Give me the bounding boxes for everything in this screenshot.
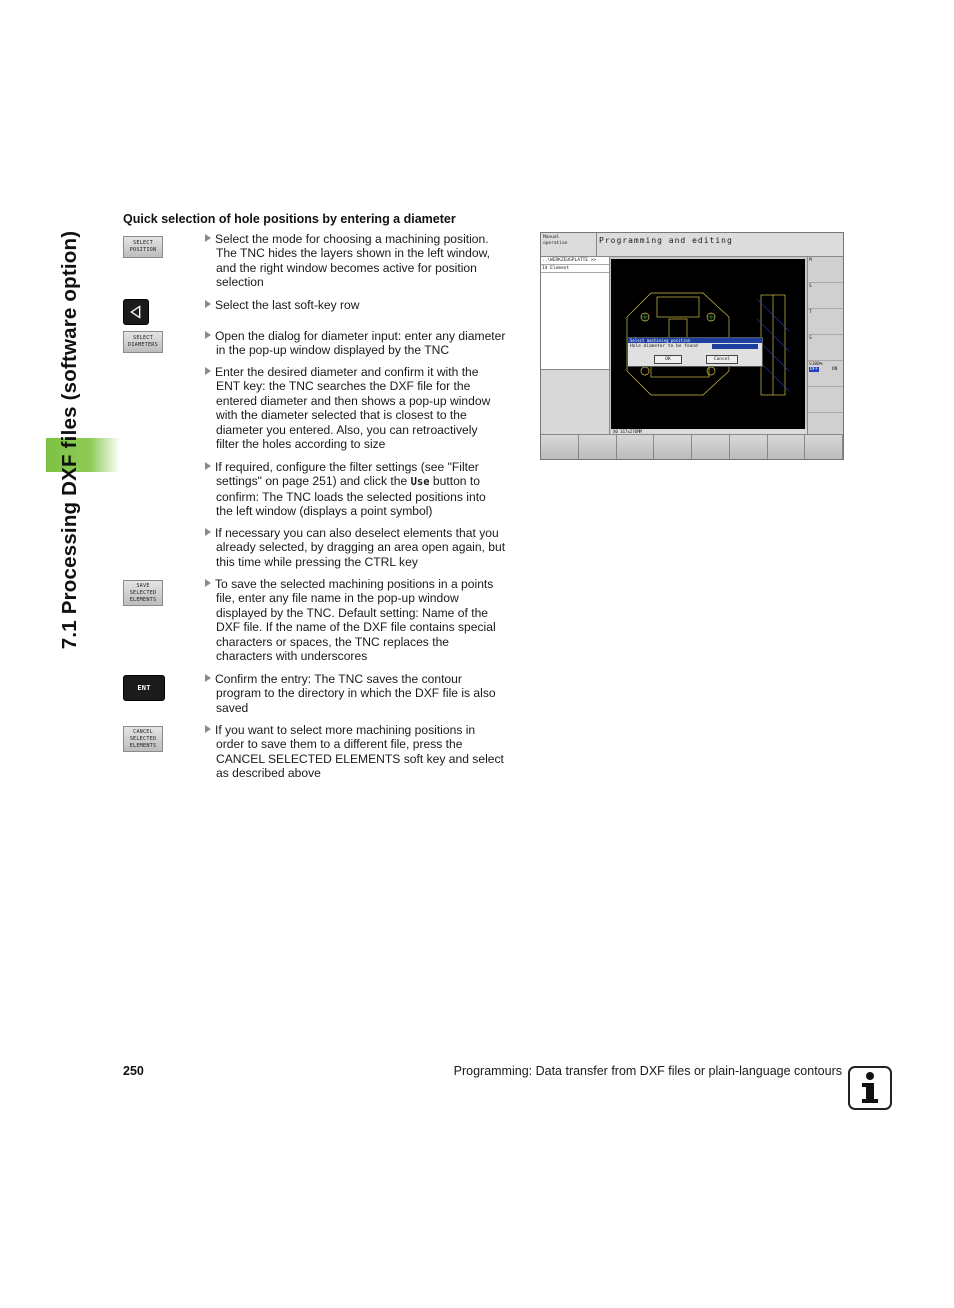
machine-function-panel [807, 257, 843, 435]
tnc-screenshot [540, 232, 844, 460]
panel-key-m[interactable]: M [808, 257, 843, 283]
screen-status-bar: X0 317x270MM [611, 429, 807, 435]
step-text: If required, configure the filter settings (see "Filter settings" on page 251) and click the Use button to confirm: The TNC loads the selected positions into the left window (displays a point symbol) [205, 460, 523, 519]
ent-key[interactable]: ENT [123, 675, 165, 701]
step-text: Open the dialog for diameter input: enter any diameter in the pop-up window displayed by the TNC [205, 329, 523, 358]
cancel-selected-elements-softkey[interactable]: CANCEL SELECTED ELEMENTS [123, 726, 163, 752]
info-icon [848, 1066, 892, 1110]
bullet-triangle-icon [205, 725, 211, 733]
select-machining-position-dialog [627, 337, 763, 367]
chapter-title: 7.1 Processing DXF files (software option) [58, 230, 81, 650]
page-number: 250 [123, 1064, 144, 1078]
tree-lower-pane [541, 369, 609, 435]
step-text: To save the selected machining positions in a points file, enter any file name in the pop-up window displayed by the TNC. Default setting: Name of the DXF file. If the name of the DXF file contains special characters or spaces, the TNC replaces the characters with underscores [205, 577, 523, 663]
screen-softkey-1[interactable] [541, 435, 579, 459]
screen-softkey-7[interactable] [768, 435, 806, 459]
panel-key-override[interactable]: S100% OFF ON [808, 361, 843, 387]
screen-softkey-2[interactable] [579, 435, 617, 459]
tree-columns: Id Element [541, 265, 609, 273]
bullet-triangle-icon [205, 234, 211, 242]
panel-key-blank[interactable] [808, 387, 843, 413]
bullet-triangle-icon [205, 528, 211, 536]
info-glyph [850, 1068, 890, 1108]
bullet-triangle-icon [205, 367, 211, 375]
panel-key-t[interactable]: T [808, 309, 843, 335]
bullet-triangle-icon [205, 674, 211, 682]
step-text: If necessary you can also deselect elements that you already selected, by dragging an area open again, but this time while pressing the CTRL key [205, 526, 523, 569]
step-text: Select the last soft-key row [205, 298, 523, 312]
ok-button[interactable]: OK [654, 355, 682, 364]
tree-path: ..\WERKZEUGPLATTE >> [541, 257, 609, 265]
step-text: If you want to select more machining positions in order to save them to a different file, press the CANCEL SELECTED ELEMENTS soft key and select as described above [205, 723, 523, 781]
bullet-triangle-icon [205, 300, 211, 308]
step-text: Enter the desired diameter and confirm it with the ENT key: the TNC searches the DXF file for the entered diameter and then shows a pop-up window with the diameter selected that is closest to the diameter you entered. Also, you can retroactively filter the holes according to size [205, 365, 523, 451]
screen-softkey-8[interactable] [805, 435, 843, 459]
select-position-softkey[interactable]: SELECT POSITION [123, 236, 163, 258]
step-text: Select the mode for choosing a machining position. The TNC hides the layers shown in the left window, and the right window becomes active for position selection [205, 232, 523, 290]
bullet-triangle-icon [205, 579, 211, 587]
footer-text: Programming: Data transfer from DXF files or plain-language contours [453, 1064, 842, 1078]
step-text: Confirm the entry: The TNC saves the contour program to the directory in which the DXF file is also saved [205, 672, 523, 715]
dxf-drawing-canvas [611, 259, 805, 429]
previous-softkey-row-key[interactable] [123, 299, 149, 325]
screen-title: Programming and editing [597, 233, 843, 257]
use-button-reference: Use [410, 476, 430, 489]
layer-tree-panel [541, 257, 610, 435]
diameter-input[interactable] [712, 344, 758, 349]
bullet-triangle-icon [205, 462, 211, 470]
screen-softkey-row [541, 434, 843, 459]
save-selected-elements-softkey[interactable]: SAVE SELECTED ELEMENTS [123, 580, 163, 606]
bullet-triangle-icon [205, 331, 211, 339]
screen-softkey-3[interactable] [617, 435, 655, 459]
section-heading: Quick selection of hole positions by entering a diameter [123, 212, 456, 226]
cancel-button[interactable]: Cancel [706, 355, 738, 364]
screen-softkey-5[interactable] [692, 435, 730, 459]
triangle-left-icon [124, 299, 148, 325]
dialog-label: Hole diameter to be found [630, 344, 698, 349]
panel-key-s[interactable]: S [808, 283, 843, 309]
dialog-title: Select machining position [628, 338, 762, 343]
screen-softkey-4[interactable] [654, 435, 692, 459]
screen-softkey-6[interactable] [730, 435, 768, 459]
select-diameters-softkey[interactable]: SELECT DIAMETERS [123, 331, 163, 353]
panel-key-s2[interactable]: S [808, 335, 843, 361]
screen-mode-label: Manual operation [541, 233, 597, 257]
